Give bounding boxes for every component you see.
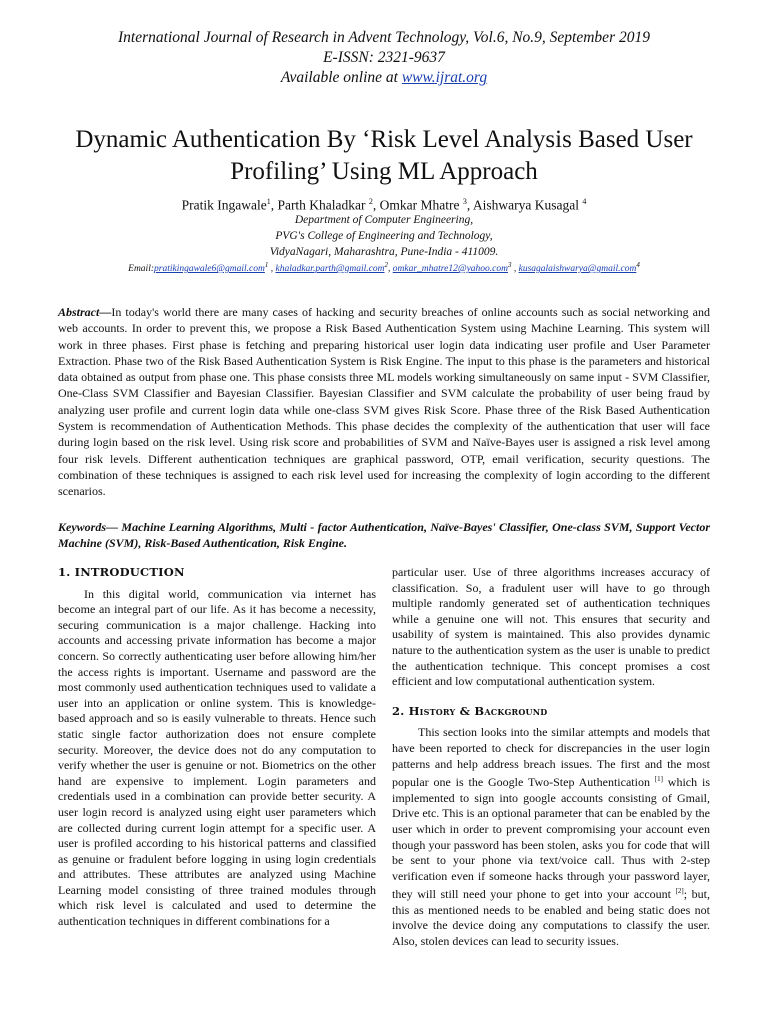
journal-line: International Journal of Research in Advent Technology, Vol.6, No.9, September 2019: [118, 29, 650, 46]
history-text-part: This section looks into the similar attempts and models that have been reported to check for discrepancies in the user login patterns and help address breach issues. The first and the most popular one is the Google Two-Step Authentication: [392, 725, 710, 790]
abstract-label: Abstract—: [58, 305, 112, 319]
paper-title: Dynamic Authentication By ‘Risk Level Analysis Based User Profiling’ Using ML Approach: [75, 126, 693, 185]
abstract: [58, 304, 710, 500]
email-mark: 3: [508, 261, 512, 269]
email-link[interactable]: kusagalaishwarya@gmail.com: [518, 264, 637, 275]
introduction-heading: 1. INTRODUCTION: [58, 565, 185, 579]
history-title: History & Background: [408, 703, 548, 718]
email-separator: ,: [511, 264, 519, 275]
author-affiliation-mark: 3: [462, 197, 467, 206]
email-label: Email:: [128, 264, 154, 275]
email-separator: ,: [268, 264, 276, 275]
keywords: Keywords— Machine Learning Algorithms, Multi - factor Authentication, Naïve-Bayes' Classifier, One-class SVM, Support Vector Machine (SVM), Risk-Based Authentication, Risk Engine.: [58, 520, 710, 550]
email-mark: 2: [384, 261, 388, 269]
journal-header: [0, 28, 768, 88]
citation-ref: [2]: [675, 887, 684, 896]
author-affiliation-mark: 4: [582, 197, 587, 206]
email-mark: 1: [264, 261, 269, 269]
history-heading: [392, 704, 710, 720]
author-separator: ,: [372, 197, 380, 213]
author-separator: ,: [270, 197, 278, 213]
issn-line: E-ISSN: 2321-9637: [323, 49, 445, 66]
author-name: Omkar Mhatre: [379, 197, 463, 213]
available-prefix: Available online at: [280, 69, 402, 86]
affiliation-department: Department of Computer Engineering,: [294, 214, 474, 226]
history-text-part: ; but, this as mentioned needs to be enabled and being static does not involve the device doing any computations to classify the user. Also, stolen devices can lead to security issues.: [392, 887, 711, 949]
introduction-continued-paragraph: particular user. Use of three algorithms increases accuracy of classification. So, a fradulent user will have to go through multiple randomly generated set of authentication techniques while a genuine one will not. This ensures that security and usability of system is maintained. This also provides dynamic nature to the authentication system as the user is unable to predict the authentication technique. This concept promises a cost efficient and low computational authentication system.: [392, 565, 710, 689]
citation-ref: [1]: [654, 775, 663, 784]
author-affiliation-mark: 2: [368, 197, 373, 206]
email-link[interactable]: khaladkar.parth@gmail.com: [275, 264, 385, 275]
affiliation-college: PVG's College of Engineering and Technology,: [275, 230, 493, 242]
email-separator: ,: [388, 264, 393, 275]
abstract-text: In today's world there are many cases of hacking and security breaches of online accounts such as social networking and web accounts. In order to prevent this, we propose a Risk Based Authentication System using Machine Learning. This system will work in three phases. First phase is fetching and preparing historical user login data indicating user profile and User Parameter Extraction. Phase two of the Risk Based Authentication System is Risk Engine. The input to this phase is the parameters and historical data obtained as output from phase one. This phase consists three ML models working simultaneously on same input - SVM Classifier, One-Class SVM Classifier and Bayesian Classifier. Bayesian Classifier and SVM calculate the probability of user being fraud by analyzing user profile and current login data while one-class SVM gives Risk Score. Phase three of the Risk Based Authentication System is recommendation of Authentication Methods. This phase decides the complexity of the authentication that user will face during login based on the risk level. Using risk score and probabilities of SVM and Naïve-Bayes user is assigned a risk level among four risk levels. Different authentication techniques are graphical password, OTP, email verification, security questions. The combination of these techniques is assigned to each risk level used for increasing the complexity of login according to the different scenarios.: [58, 305, 710, 499]
email-link[interactable]: pratikingawale6@gmail.com: [154, 264, 265, 275]
email-link[interactable]: omkar_mhatre12@yahoo.com: [392, 264, 508, 275]
author-name: Aishwarya Kusagal: [472, 197, 583, 213]
author-separator: ,: [466, 197, 473, 213]
right-column: [392, 565, 710, 950]
author-affiliation-mark: 1: [266, 197, 271, 206]
history-text-part: which is implemented to sign into google accounts consisting of Gmail, Drive etc. This is an optional parameter that can be enabled by the user which in order to prevent compromising your account even though your password has been stolen, asks you for code that will be sent to your phone via text/voice call. Thus with 2-step verification even if someone hacks through your password layer, they will still need your phone to get into your account: [392, 775, 710, 902]
history-paragraph: [392, 725, 710, 949]
author-name: Parth Khaladkar: [277, 197, 369, 213]
affiliation-block: [0, 212, 768, 260]
affiliation-address: VidyaNagari, Maharashtra, Pune-India - 411009.: [269, 246, 499, 258]
left-column: [58, 565, 376, 930]
email-line: [0, 259, 768, 275]
history-number: 2.: [392, 703, 409, 718]
author-name: Pratik Ingawale: [181, 197, 267, 213]
email-mark: 4: [636, 261, 640, 269]
introduction-paragraph: In this digital world, communication via internet has become an integral part of our life. As it has become a necessity, securing communication is a major challenge. Hacking into accounts and accessing private information has become a major concern. So correctly authenticating user before allowing him/her the access rights is important. Username and password are the most commonly used authentication techniques used to validate a user into an application or online system. This is knowledge-based approach and so is easily vulnerable to threats. Hence such static single factor authorization does not ensure complete security. Moreover, the device does not do any computation to verify whether the user is genuine or not. Biometrics on the other hand are expensive to implement. Login parameters and credentials used in a combination can provide better security. A user login record is analyzed using eight user parameters which are collected during current login attempt for a specific user. A user is profiled according to his historical patterns and classified as genuine or fradulent before logging in using login credentials and attributes. These attributes are analyzed using Machine Learning model consisting of three trained modules through which risk level is calculated and used to determine the authentication techniques in different combinations for a: [58, 586, 376, 929]
available-line: [0, 68, 768, 88]
journal-website-link[interactable]: www.ijrat.org: [401, 69, 488, 86]
